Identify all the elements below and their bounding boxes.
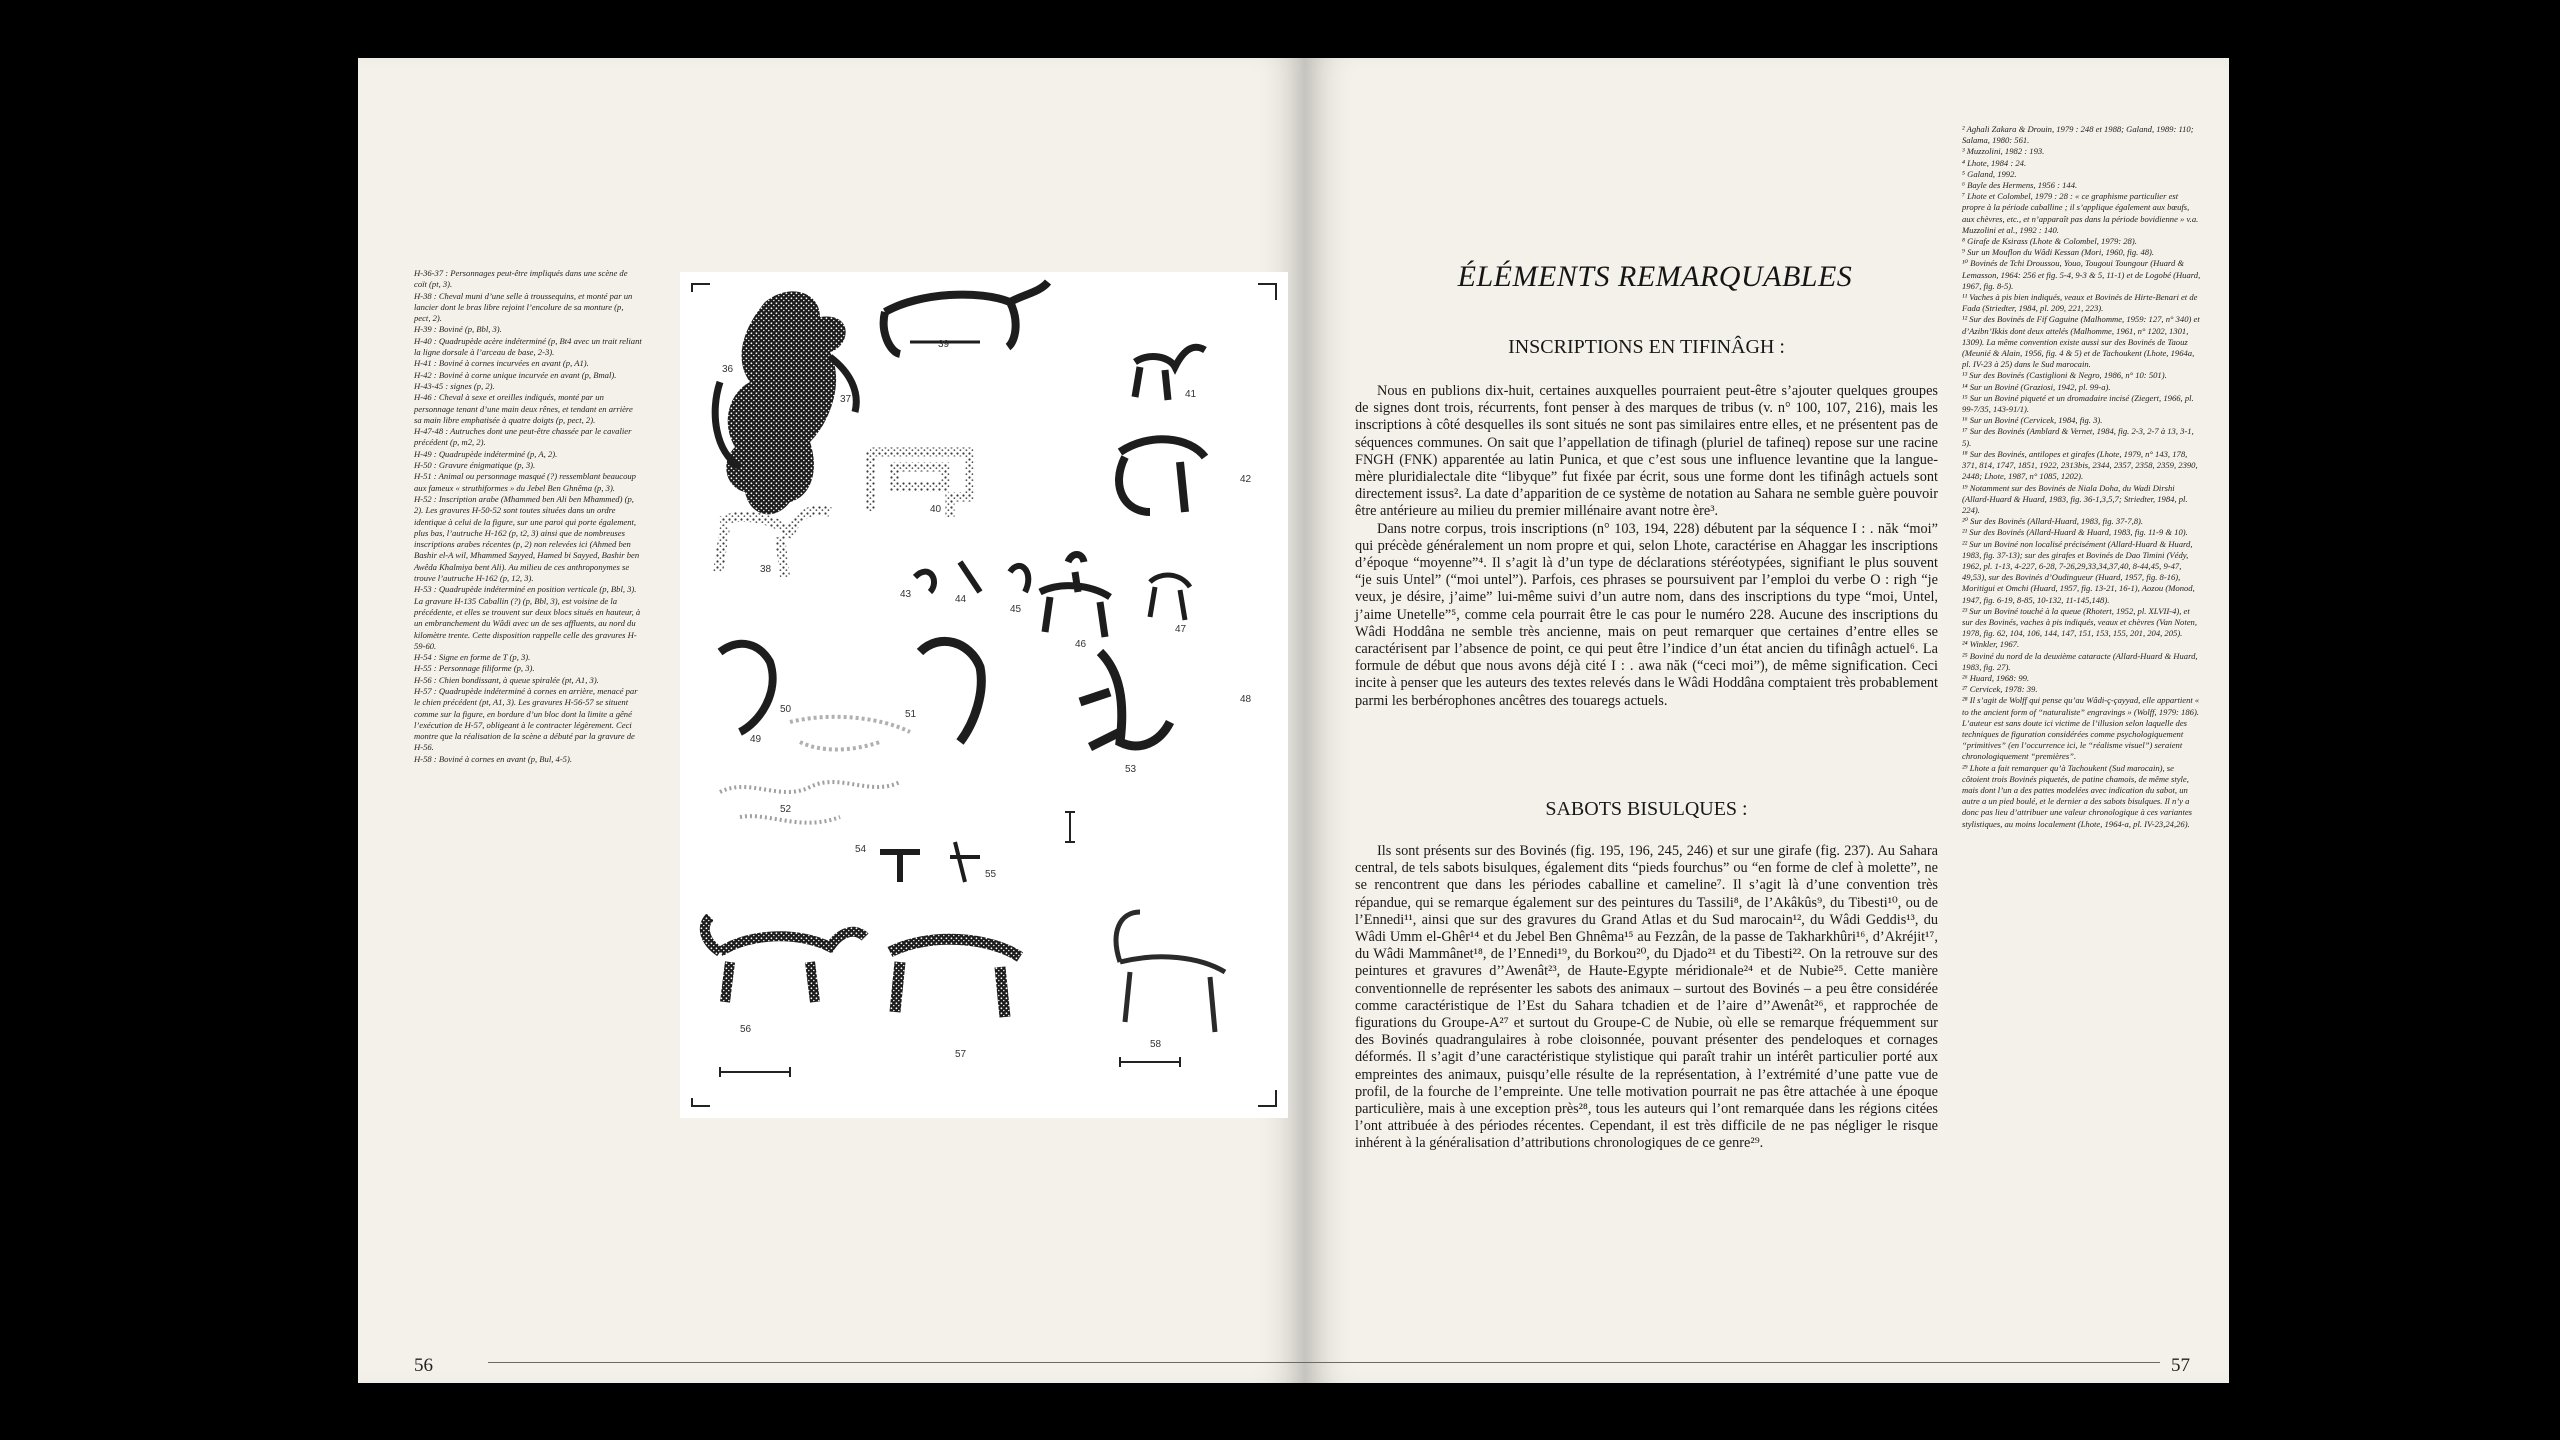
figure-number: 54 — [855, 844, 867, 855]
book-spread — [358, 58, 2229, 1383]
figure-number: 56 — [740, 1024, 752, 1035]
figure-number: 38 — [760, 564, 772, 575]
footnote: ⁴ Lhote, 1984 : 24. — [1962, 157, 2027, 168]
footnote: ⁶ Bayle des Hermens, 1956 : 144. — [1962, 180, 2078, 191]
figure-captions — [414, 268, 642, 765]
footnote: ²⁷ Cervicek, 1978: 39. — [1962, 684, 2038, 695]
footnote: ⁵ Galand, 1992. — [1962, 168, 2017, 179]
footnote: ¹⁹ Notamment sur des Bovinés de Niala Doha, du Wadi Dirshi (Allard-Huard & Huard, 1983, fig. 36-1,3,5,7; Striedter, 1984, pl. 224). — [1962, 482, 2188, 515]
footnote: ²² Sur un Boviné non localisé précisément (Allard-Huard & Huard, 1983, fig. 37-13); sur des girafes et Bovinés de Dao Timini (Védy, 1962, pl. 1-13, 4-227, 6-28, 7-26,29,33,34,37,40, 8-44,45, 9-47, 49,53), sur des Bovinés d’Oudingueur (Huard, 1957, fig. 8-16), Moritigui et Omchi (Huard, 1957, fig. 13-21, 16-1), Aozou (Monod, 1947, fig. 6-19, 8-85, 10-132, 11-145,148). — [1962, 538, 2195, 605]
caption-item: H-46 : Cheval à sexe et oreilles indiqués, monté par un personnage tenant d’une main deux rênes, et tendant en arrière sa main libre emphatisée à quatre doigts (p, pect, 2). — [414, 392, 633, 425]
paragraph: Ils sont présents sur des Bovinés (fig. 195, 196, 245, 246) et sur une girafe (fig. 237). Au Sahara central, de tels sabots bisulques, également dits “pieds fourchus” ou “en forme de clef à molette”, ne se rencontrent que dans les périodes caballine et cameline⁷. Il s’agit là d’une convention très répandue, qui se remarque également sur des peintures du Tassili⁸, de l’Akâkûs⁹, du Tibesti¹⁰, ou de l’Ennedi¹¹, ainsi que sur des gravures du Grand Atlas et du Sud marocain¹², du Wâdi Geddis¹³, du Wâdi Umm el-Ghêr¹⁴ et du Jebel Ben Ghnêma¹⁵ au Fezzân, de la passe de Takharkhûri¹⁶, d’Akréjit¹⁷, du Wâdi Mammânet¹⁸, de l’Ennedi¹⁹, du Borkou²⁰, du Djado²¹ et du Tibesti²². On la retrouve sur des peintures et gravures d’’Awenât²³, de Haute-Egypte méridionale²⁴ et de Nubie²⁵. Cette manière conventionnelle de représenter les sabots des animaux – surtout des Bovinés – a peu être considérée comme caractéristique de l’Est du Sahara tchadien et de l’aire d’’Awenât²⁶, et rapprochée de figurations du Groupe-A²⁷ et surtout du Groupe-C de Nubie, où elle se remarque fréquemment sur des Bovinés quadrangulaires à robe cloisonnée, pouvant présenter des pendeloques et cornages déformés. Il s’agit d’une caractéristique stylistique qui paraît trahir un intérêt particulier porté aux empreintes des animaux, puisqu’elle résulte de la représentation, à l’extrémité d’une patte vue de profil, de la fourche de l’empreinte. Une telle motivation pourrait ne pas être attachée à une époque particulière, mais à une exception près²⁸, tous les auteurs qui l’ont remarquée dans les régions citées l’ont attribuée à des périodes récentes. Cependant, il est très difficile de ne pas négliger le risque inhérent à la généralisation d’attributions chronologiques de ce genre²⁹. — [1355, 843, 1938, 1152]
footnote: ²⁰ Sur des Bovinés (Allard-Huard, 1983, fig. 37-7,8). — [1962, 516, 2144, 527]
figure-number: 44 — [955, 594, 967, 605]
caption-item: H-56 : Chien bondissant, à queue spiralée (pt, A1, 3). — [414, 674, 599, 685]
caption-item: H-40 : Quadrupède acère indéterminé (p, Bt4 avec un trait reliant la ligne dorsale à l’arceau de base, 2-3). — [414, 335, 642, 358]
footnote: ¹¹ Vaches à pis bien indiqués, veaux et Bovinés de Hirte-Benari et de Fada (Striedter, 1984, pl. 209, 221, 223). — [1962, 292, 2198, 314]
caption-item: H-55 : Personnage filiforme (p, 3). — [414, 663, 535, 674]
caption-item: H-38 : Cheval muni d’une selle à troussequins, et monté par un lancier dont le bras libre rejoint l’encolure de sa monture (p, pect, 2). — [414, 290, 633, 324]
caption-item: H-58 : Boviné à cornes en avant (p, Bul, 4-5). — [414, 753, 572, 764]
footnote: ²⁹ Lhote a fait remarquer qu’à Tachoukent (Sud marocain), se côtoient trois Bovinés piquetés, de patine chamois, de même style, mais dont l’un a des pattes modelées avec indication du sabot, un autre a un pied boulé, et le dernier a des sabots bisulques. Il n’y a donc pas lieu d’attribuer une valeur chronologique à ces variantes stylistiques, au moins localement (Lhote, 1964-a, pl. IV-23,24,26). — [1962, 762, 2193, 829]
caption-item: H-49 : Quadrupède indéterminé (p, A, 2). — [414, 448, 558, 459]
figure-number: 37 — [840, 394, 852, 405]
section-heading-tifinagh: INSCRIPTIONS EN TIFINÂGH : — [1508, 336, 1785, 358]
footnote: ¹² Sur des Bovinés de Fif Gaguine (Malhomme, 1959: 127, n° 340) et d’Azibn’Ikkis dont deux attelés (Malhomme, 1961, n° 1202, 1301, 1309). La même convention existe aussi sur des Bovinés de Taouz (Meunié & Alain, 1956, fig. 4 & 5) et de Tachoukent (Lhote, 1964a, pl. IV-23 à 25) dans le Sud marocain. — [1962, 314, 2200, 370]
footer-rule-left — [488, 1362, 1305, 1363]
section-body-sabots — [1355, 843, 1938, 1153]
footnote: ²¹ Sur des Bovinés (Allard-Huard & Huard, 1983, fig. 11-9 & 10). — [1962, 527, 2188, 538]
footnote: ²⁴ Winkler, 1967. — [1962, 639, 2020, 650]
figure-number: 43 — [900, 589, 912, 600]
figure-number: 40 — [930, 504, 942, 515]
footnote: ¹⁴ Sur un Boviné (Graziosi, 1942, pl. 99-a). — [1962, 381, 2111, 392]
figure-number: 39 — [938, 339, 950, 350]
caption-item: H-57 : Quadrupède indéterminé à cornes en arrière, menacé par le chien précédent (pt, A1, 3). Les gravures H-56-57 se situent comme sur la figure, en bordure d’un bloc dont la limite a gêné l’exécution de H-57, obligeant à le contracter légèrement. Ceci montre que la réalisation de la scène a débuté par la gravure de H-56. — [414, 685, 638, 753]
footnote: ²⁶ Huard, 1968: 99. — [1962, 672, 2030, 683]
caption-item: H-42 : Boviné à corne unique incurvée en avant (p, Bmal). — [414, 369, 617, 380]
page-number-right: 57 — [2171, 1355, 2190, 1376]
footnote: ¹³ Sur des Bovinés (Castiglioni & Negro, 1986, n° 10: 501). — [1962, 370, 2167, 381]
caption-item: H-41 : Boviné à cornes incurvées en avant (p, A1). — [414, 358, 589, 369]
footnote: ⁸ Girafe de Ksirass (Lhote & Colombel, 1979: 28). — [1962, 236, 2137, 247]
left-page — [358, 58, 1305, 1383]
section-body-tifinagh — [1355, 383, 1938, 710]
footnote: ²⁵ Boviné du nord de la deuxième cataracte (Allard-Huard & Huard, 1983, fig. 27). — [1962, 650, 2198, 672]
caption-item: H-36-37 : Personnages peut-être impliqués dans une scène de coït (pt, 3). — [414, 268, 628, 290]
rock-art-plate — [680, 272, 1288, 1118]
caption-item: H-47-48 : Autruches dont une peut-être chassée par le cavalier précédent (p, m2, 2). — [414, 426, 632, 448]
figure-number: 51 — [905, 709, 917, 720]
caption-item: H-51 : Animal ou personnage masqué (?) ressemblant beaucoup aux fameux « struthiformes » du Jebel Ben Ghnêma (p, 3). — [414, 471, 636, 493]
caption-item: H-43-45 : signes (p, 2). — [414, 380, 495, 391]
figure-number: 47 — [1175, 624, 1187, 635]
footnote: ¹⁶ Sur un Boviné (Cervicek, 1984, fig. 3). — [1962, 415, 2103, 426]
figure-number: 50 — [780, 704, 792, 715]
footnote: ⁷ Lhote et Colombel, 1979 : 28 : « ce graphisme particulier est propre à la période caballine ; il s’applique également aux bœufs, aux chèvres, etc., et n’apparaît pas dans la période bovidienne » v.a. Muzzolini et al., 1992 : 140. — [1962, 191, 2199, 235]
figure-number: 46 — [1075, 639, 1087, 650]
footer-rule-right — [1305, 1362, 2160, 1363]
paragraph: Nous en publions dix-huit, certaines auxquelles pourraient peut-être s’ajouter quelques groupes de signes dont trois, récurrents, font penser à des marques de tribus (v. n° 100, 107, 216), mais les inscriptions à côté desquelles ils sont situés ne sont pas similaires entre elles, et ne présentent pas de séquences communes. On sait que l’appellation de tifinagh (pluriel de tafineq) repose sur une racine FNGH (FNK) apparentée au latin Punica, et que c’est sous une influence levantine que la langue-mère pluridialectale dite “libyque” fut fixée par écrit, sous une forme dont les tifinâgh actuels sont directement issus². La date d’apparition de ce système de notation au Sahara ne semble guère pouvoir être antérieure au milieu du premier millénaire avant notre ère³. — [1355, 383, 1938, 520]
footnote: ² Aghali Zakara & Drouin, 1979 : 248 et 1988; Galand, 1989: 110; Salama, 1980: 561. — [1962, 124, 2194, 146]
footnote: ¹⁰ Bovinés de Tchi Droussou, Youo, Tougoui Toungour (Huard & Lemasson, 1964: 256 et fig. 5-4, 9-3 & 5, 11-1) et de Logobé (Huard, 1967, fig. 8-5). — [1962, 258, 2201, 291]
chapter-title: ÉLÉMENTS REMARQUABLES — [1457, 260, 1853, 293]
figure-number: 45 — [1010, 604, 1022, 615]
page-number-left: 56 — [414, 1355, 433, 1376]
footnote: ¹⁸ Sur des Bovinés, antilopes et girafes (Lhote, 1979, n° 143, 178, 371, 814, 1747, 1851, 1922, 2313bis, 2344, 2357, 2358, 2359, 2390, 2448; Lhote, 1987, n° 1085, 1202). — [1962, 448, 2198, 482]
caption-item: H-52 : Inscription arabe (Mhammed ben Ali ben Mhammed) (p, 2). Les gravures H-50-52 sont toutes situées dans un ordre identique à celui de la figure, sur une paroi qui porte également, plus bas, l’autruche H-162 (p, t2, 3) ainsi que de nombreuses inscriptions arabes récentes (p, 2) non relevées ici (Ahmed ben Bashir el-A wil, Mhammed Sayyed, Hamed bi Sayyed, Bashir ben Awêda Khalmiya bent Ali). Au milieu de ces anthroponymes se trouve l’autruche H-162 (p, 12, 3). — [414, 493, 640, 584]
footnote: ⁹ Sur un Mouflon du Wâdi Kessan (Mori, 1960, fig. 48). — [1962, 247, 2155, 258]
figure-number: 49 — [750, 734, 762, 745]
footnote: ¹⁷ Sur des Bovinés (Amblard & Vernet, 1984, fig. 2-3, 2-7 à 13, 3-1, 5). — [1962, 426, 2194, 448]
section-heading-sabots: SABOTS BISULQUES : — [1545, 798, 1748, 820]
caption-item: H-39 : Boviné (p, Bbl, 3). — [414, 324, 502, 335]
paragraph: Dans notre corpus, trois inscriptions (n° 103, 194, 228) débutent par la séquence I : . năk “moi” qui précède généralement un nom propre et qui, selon Lhote, caractérise en Ahaggar les inscriptions d’époque “moyenne”⁴. Il s’agit là d’un type de déclarations stéréotypées, signifiant le plus souvent “je suis Untel” (“moi untel”). Parfois, ces phrases se poursuivent par l’emploi du verbe O : righ “je veux, je désire, j’aime” lui-même suivi d’un autre nom, dans des inscriptions du type “moi, Untel, j’aime Unetelle”⁵, comme cela pourrait être le cas pour le numéro 228. Aucune des inscriptions du Wâdi Hoddâna ne semble très ancienne, mais on peut remarquer que certaines d’entre elles se caractérisent par l’absence de point, ce qui peut être l’indice d’un état ancien du tifinâgh actuel⁶. La formule de début que nous avons déjà cité I : . awa năk (“ceci moi”), de même signification. Ceci incite à penser que les auteurs des textes relevés dans le Wâdi Hoddâna comptaient très probablement parmi les berbérophones ancêtres des touaregs actuels. — [1355, 520, 1938, 709]
figure-number: 55 — [985, 869, 997, 880]
figure-number: 53 — [1125, 764, 1137, 775]
figure-number: 48 — [1240, 694, 1252, 705]
right-page — [1305, 58, 2229, 1383]
caption-item: H-54 : Signe en forme de T (p, 3). — [414, 652, 531, 663]
figure-number: 52 — [780, 804, 792, 815]
footnote: ²³ Sur un Boviné touché à la queue (Rhotert, 1952, pl. XLVII-4), et sur des Bovinés, vaches à pis indiqués, veaux et chèvres (Van Noten, 1978, fig. 62, 104, 106, 144, 147, 151, 153, 155, 201, 204, 205). — [1962, 605, 2197, 639]
caption-item: H-50 : Gravure énigmatique (p, 3). — [414, 460, 536, 471]
footnote: ¹⁵ Sur un Boviné piqueté et un dromadaire incisé (Ziegert, 1966, pl. 99-7/35, 143-91/1). — [1962, 392, 2194, 415]
caption-item: H-53 : Quadrupède indéterminé en position verticale (p, Bbl, 3). La gravure H-135 Caballin (?) (p, Bbl, 3), est voisine de la précédente, et elles se trouvent sur deux blocs situés en hauteur, à un embranchement du Wâdi avec un de ses affluents, au nord du kilomètre trente. Cette disposition rappelle celle des gravures H-59-60. — [414, 584, 641, 651]
footnote: ³ Muzzolini, 1982 : 193. — [1962, 146, 2045, 157]
figure-number: 57 — [955, 1049, 967, 1060]
figure-number: 42 — [1240, 474, 1252, 485]
figure-number: 41 — [1185, 389, 1197, 400]
petroglyph-drawings — [680, 272, 1288, 1118]
footnotes — [1962, 124, 2202, 830]
footnote: ²⁸ Il s’agit de Wolff qui pense qu’au Wâdi-ç-çayyad, elle appartient « to the ancient form of “naturaliste” engravings » (Wolff, 1979: 186). L’auteur est sans doute ici victime de l’illusion selon laquelle des techniques de figuration considérées comme psychologiquement “primitives” (en l’occurrence ici, le “réalisme visuel”) seraient chronologiquement “premières”. — [1962, 695, 2200, 762]
figure-number: 58 — [1150, 1039, 1162, 1050]
figure-number: 36 — [722, 364, 734, 375]
